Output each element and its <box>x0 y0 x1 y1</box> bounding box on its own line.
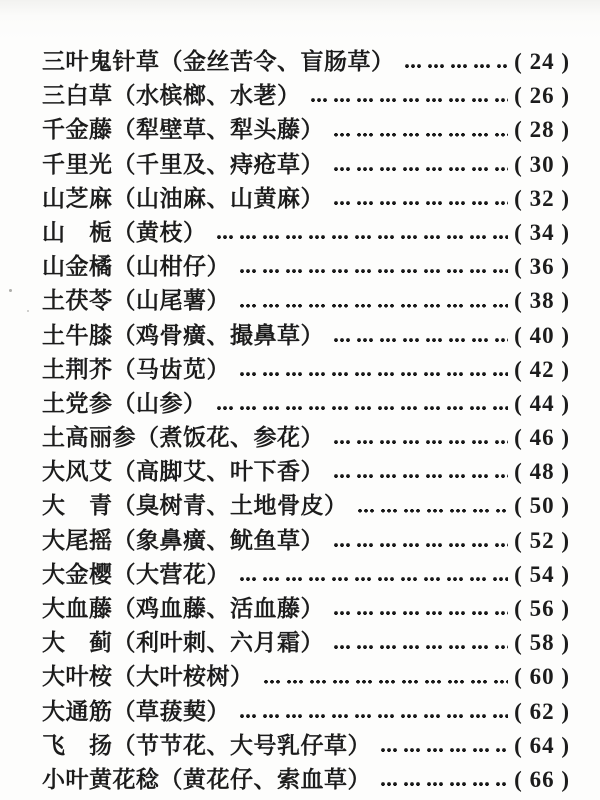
toc-entry <box>42 319 570 353</box>
entry-title: 大 蓟（利叶刺、六月霜） <box>42 630 324 656</box>
dot-leader <box>238 558 508 592</box>
page-number: ( 58 ) <box>514 630 570 656</box>
scan-speck <box>9 289 12 292</box>
page-number: ( 62 ) <box>514 698 570 724</box>
toc-entry <box>42 695 570 729</box>
toc-entry <box>42 148 570 182</box>
page-number: ( 32 ) <box>514 185 570 211</box>
toc-entry <box>42 387 570 421</box>
scan-speck <box>27 310 29 312</box>
entry-title: 千里光（千里及、痔疮草） <box>42 151 324 177</box>
dot-leader <box>332 421 508 455</box>
toc-entry <box>42 182 570 216</box>
entry-title: 山芝麻（山油麻、山黄麻） <box>42 185 324 211</box>
dot-leader <box>332 455 508 489</box>
entry-title: 土茯苓（山尾薯） <box>42 288 230 314</box>
toc-entry <box>42 489 570 523</box>
entry-title: 大叶桉（大叶桉树） <box>42 664 254 690</box>
page-number: ( 48 ) <box>514 459 570 485</box>
dot-leader <box>332 182 508 216</box>
entry-title: 三白草（水槟榔、水荖） <box>42 83 301 109</box>
entry-title: 大风艾（高脚艾、叶下香） <box>42 459 324 485</box>
entry-title: 大金樱（大营花） <box>42 561 230 587</box>
entry-title: 飞 扬（节节花、大号乳仔草） <box>42 732 371 758</box>
entry-title: 三叶鬼针草（金丝苦令、盲肠草） <box>42 49 395 74</box>
dot-leader <box>238 284 508 318</box>
entry-title: 山金橘（山柑仔） <box>42 254 230 280</box>
page-number: ( 46 ) <box>514 425 570 451</box>
page-number: ( 28 ) <box>514 117 570 143</box>
dot-leader <box>238 695 508 729</box>
page-number: ( 42 ) <box>514 356 570 382</box>
dot-leader <box>309 79 509 113</box>
toc-entry <box>42 113 570 147</box>
page-number: ( 60 ) <box>514 664 570 690</box>
entry-title: 大通筋（草菝葜） <box>42 698 230 724</box>
page-number: ( 24 ) <box>514 49 570 74</box>
toc-entry <box>42 45 570 79</box>
dot-leader <box>403 45 509 79</box>
dot-leader <box>262 660 509 694</box>
entry-title: 土党参（山参） <box>42 390 207 416</box>
page-number: ( 30 ) <box>514 151 570 177</box>
toc-entry <box>42 558 570 592</box>
dot-leader <box>215 216 509 250</box>
page-number: ( 52 ) <box>514 527 570 553</box>
page-number: ( 66 ) <box>514 766 570 792</box>
entry-title: 土牛膝（鸡骨癀、撮鼻草） <box>42 322 324 348</box>
entry-title: 大尾摇（象鼻癀、鱿鱼草） <box>42 527 324 553</box>
dot-leader <box>332 524 508 558</box>
dot-leader <box>332 148 508 182</box>
page-number: ( 44 ) <box>514 390 570 416</box>
dot-leader <box>332 319 508 353</box>
entry-title: 大 青（臭树青、土地骨皮） <box>42 493 348 519</box>
toc-entry <box>42 592 570 626</box>
toc-entry <box>42 660 570 694</box>
toc-entry <box>42 79 570 113</box>
dot-leader <box>332 626 508 660</box>
dot-leader <box>356 489 509 523</box>
entry-title: 大血藤（鸡血藤、活血藤） <box>42 596 324 621</box>
page-number: ( 38 ) <box>514 288 570 314</box>
toc-list <box>42 45 570 797</box>
page-number: ( 50 ) <box>514 493 570 519</box>
toc-entry <box>42 284 570 318</box>
entry-title: 土荆芥（马齿苋） <box>42 356 230 382</box>
page-number: ( 64 ) <box>514 732 570 758</box>
dot-leader <box>379 729 508 763</box>
page-number: ( 40 ) <box>514 322 570 348</box>
entry-title: 千金藤（犁壁草、犁头藤） <box>42 117 324 143</box>
page-number: ( 34 ) <box>514 219 570 245</box>
toc-entry <box>42 421 570 455</box>
page-number: ( 26 ) <box>514 83 570 109</box>
toc-entry <box>42 250 570 284</box>
toc-entry <box>42 353 570 387</box>
dot-leader <box>379 763 508 797</box>
entry-title: 山 栀（黄枝） <box>42 219 207 245</box>
page-number: ( 54 ) <box>514 561 570 587</box>
page-number: ( 56 ) <box>514 596 570 621</box>
toc-entry <box>42 763 570 797</box>
dot-leader <box>332 592 508 626</box>
dot-leader <box>332 113 508 147</box>
entry-title: 土高丽参（煮饭花、参花） <box>42 425 324 451</box>
dot-leader <box>238 353 508 387</box>
toc-entry <box>42 729 570 763</box>
entry-title: 小叶黄花稔（黄花仔、索血草） <box>42 766 371 792</box>
toc-entry <box>42 216 570 250</box>
toc-entry <box>42 626 570 660</box>
toc-entry <box>42 524 570 558</box>
page-number: ( 36 ) <box>514 254 570 280</box>
dot-leader <box>238 250 508 284</box>
toc-entry <box>42 455 570 489</box>
dot-leader <box>215 387 509 421</box>
